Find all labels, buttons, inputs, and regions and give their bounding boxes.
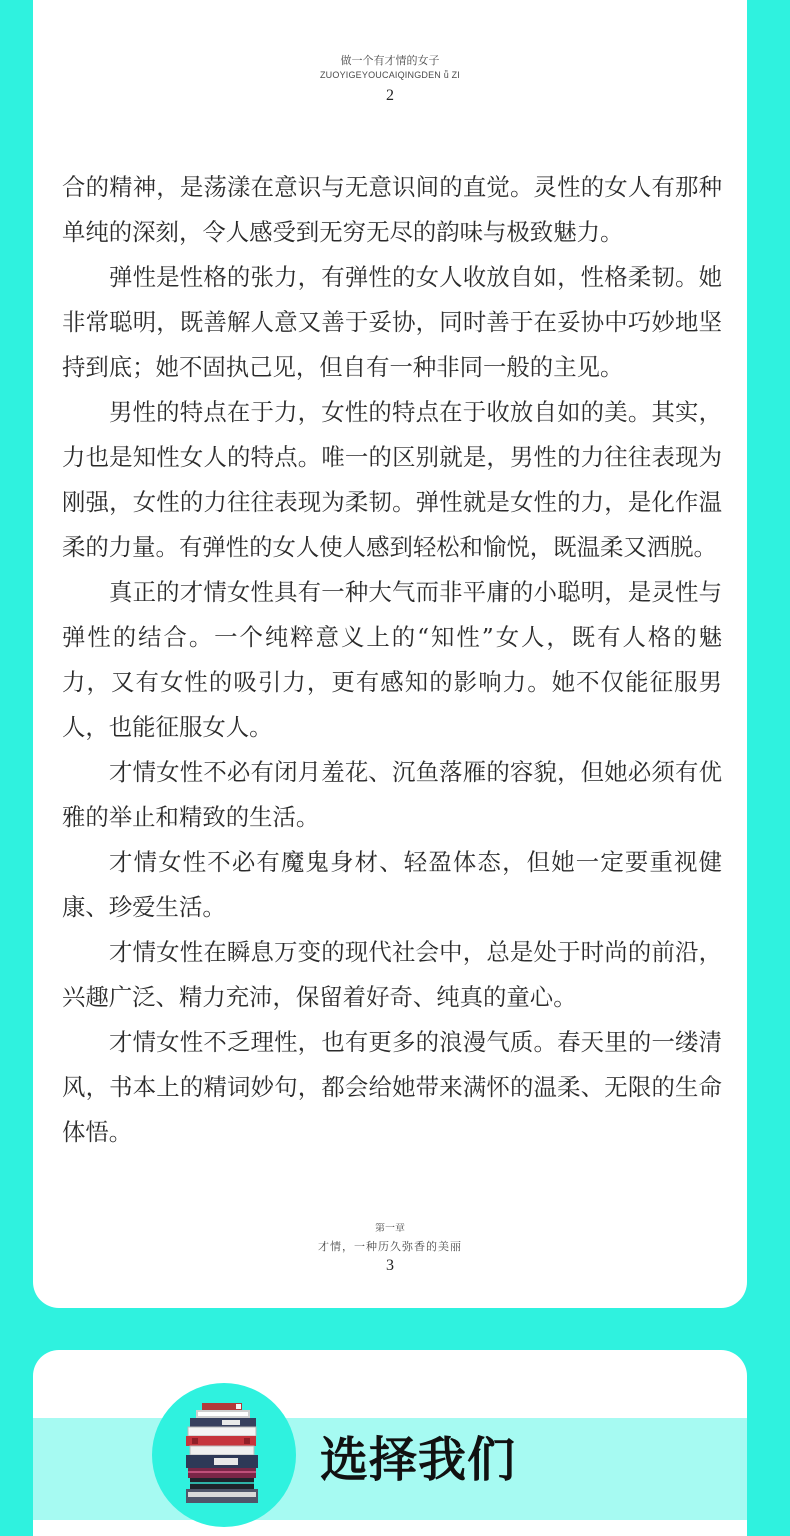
paragraph-line: 力也是知性女人的特点。唯一的区别就是，男性的力往往表现为 [62, 443, 722, 471]
paragraph [62, 255, 722, 390]
paragraph-line: 弹性是性格的张力，有弹性的女人收放自如，性格柔韧。她 [109, 263, 722, 291]
promo-heading: 选择我们 [320, 1432, 517, 1488]
paragraph-line: 男性的特点在于力，女性的特点在于收放自如的美。其实， [109, 398, 722, 426]
book-pages [198, 1412, 248, 1416]
paragraph-line: 兴趣广泛、精力充沛，保留着好奇、纯真的童心。 [62, 983, 577, 1011]
paragraph [62, 840, 722, 930]
paragraph-line: 合的精神，是荡漾在意识与无意识间的直觉。灵性的女人有那种 [62, 173, 722, 201]
book-label [214, 1458, 238, 1465]
paragraph-line: 风，书本上的精词妙句，都会给她带来满怀的温柔、无限的生命 [62, 1073, 722, 1101]
book-stripe [192, 1438, 198, 1444]
book-page-card [33, 0, 747, 1308]
running-footer-chapter-title: 才情，一种历久弥香的美丽 [318, 1240, 462, 1253]
paragraph-line: 力，又有女性的吸引力，更有感知的影响力。她不仅能征服男 [62, 668, 722, 696]
paragraph-line: 才情女性不乏理性，也有更多的浪漫气质。春天里的一缕清 [109, 1028, 722, 1056]
book-pages [188, 1427, 256, 1436]
book-label [222, 1420, 240, 1425]
paragraph-line: 非常聪明，既善解人意又善于妥协，同时善于在妥协中巧妙地坚 [62, 308, 722, 336]
paragraph [62, 930, 722, 1020]
running-header-title: 做一个有才情的女子 [340, 54, 440, 67]
page-number-bottom: 3 [386, 1257, 394, 1274]
book-stripe [190, 1482, 254, 1484]
promo-badge-circle [152, 1383, 296, 1527]
book-pages [190, 1446, 254, 1455]
paragraph-line: 才情女性不必有魔鬼身材、轻盈体态，但她一定要重视健 [109, 848, 722, 876]
page-number-top: 2 [386, 87, 394, 104]
book-stripe [188, 1471, 256, 1473]
page-body-text [62, 165, 722, 1155]
paragraph-line: 雅的举止和精致的生活。 [62, 803, 320, 831]
paragraph [62, 570, 722, 750]
running-header-pinyin: ZUOYIGEYOUCAIQINGDEN ǚ ZI [319, 70, 461, 80]
paragraph [62, 750, 722, 840]
paragraph-line: 康、珍爱生活。 [62, 893, 226, 921]
paragraph-line: 单纯的深刻，令人感受到无穷无尽的韵味与极致魅力。 [62, 218, 624, 246]
paragraph-line: 才情女性在瞬息万变的现代社会中，总是处于时尚的前沿， [109, 938, 722, 966]
paragraph-line: 刚强，女性的力往往表现为柔韧。弹性就是女性的力，是化作温 [62, 488, 722, 516]
running-footer-chapter: 第一章 [375, 1223, 405, 1234]
paragraph-line: 体悟。 [62, 1118, 133, 1146]
paragraph-line: 真正的才情女性具有一种大气而非平庸的小聪明，是灵性与 [109, 578, 722, 606]
book-stack-icon [152, 1383, 296, 1527]
paragraph [62, 165, 722, 255]
paragraph-line: 才情女性不必有闭月羞花、沉鱼落雁的容貌，但她必须有优 [109, 758, 722, 786]
book-pages [236, 1404, 241, 1409]
paragraph-line: 柔的力量。有弹性的女人使人感到轻松和愉悦，既温柔又洒脱。 [62, 533, 717, 561]
paragraph-line: 弹性的结合。一个纯粹意义上的“知性”女人，既有人格的魅 [62, 623, 722, 651]
paragraph-line: 持到底；她不固执己见，但自有一种非同一般的主见。 [62, 353, 624, 381]
paragraph-line: 人，也能征服女人。 [62, 713, 273, 741]
paragraph [62, 1020, 722, 1155]
book-stripe [244, 1438, 250, 1444]
promo-card [33, 1350, 747, 1536]
book-pages [188, 1492, 256, 1497]
paragraph [62, 390, 722, 570]
